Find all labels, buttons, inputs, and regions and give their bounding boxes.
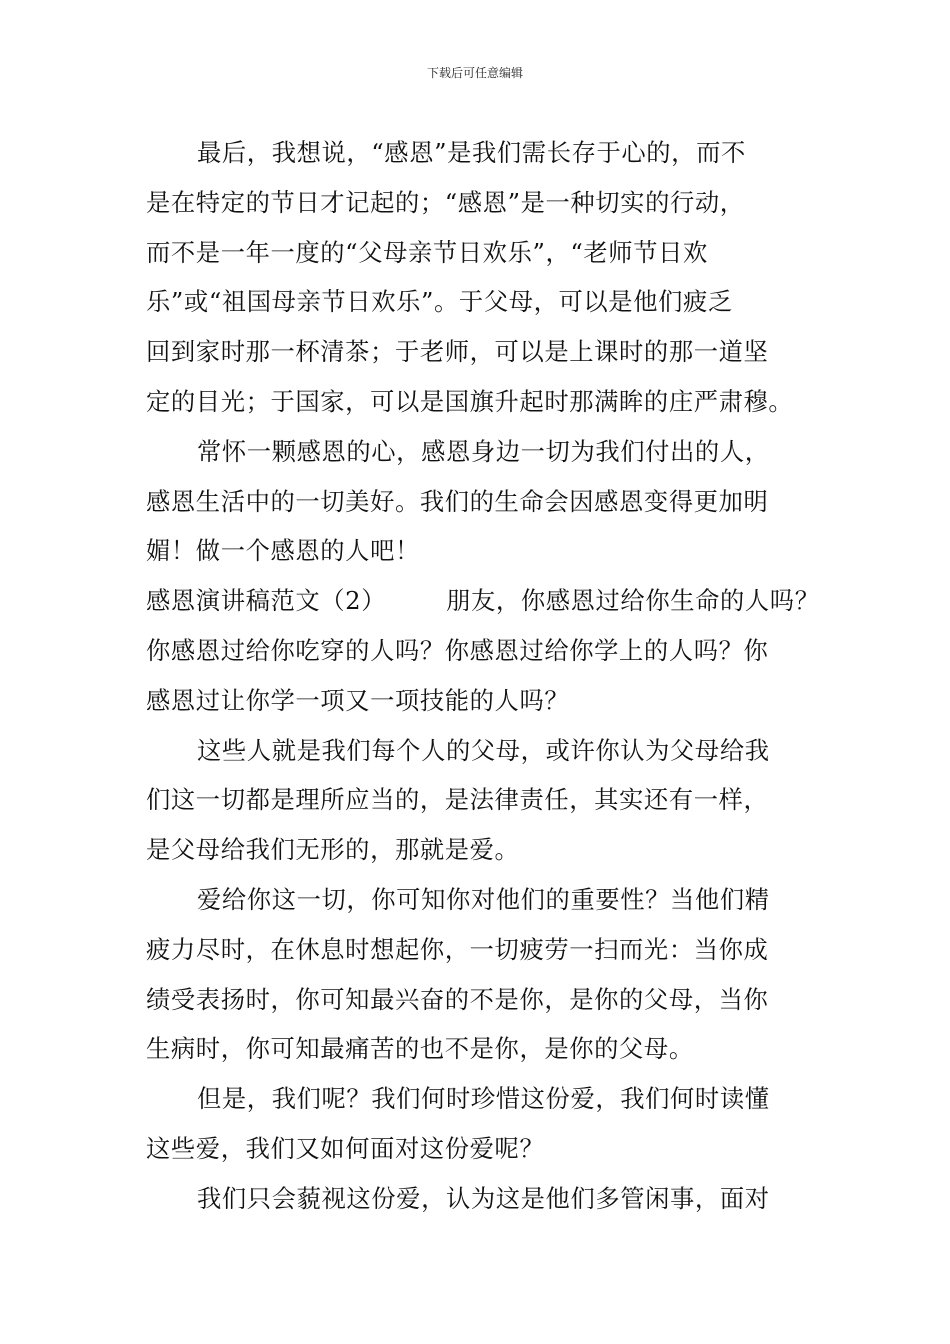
paragraph-4 [146,726,836,875]
text-line: 但是，我们呢？我们何时珍惜这份爱，我们何时读懂 [197,1084,770,1114]
text-line: 而不是一年一度的“父母亲节日欢乐”，“老师节日欢 [146,237,708,267]
section-lead-text: 朋友，你感恩过给你生命的人吗？ [446,586,820,616]
paragraph-7 [146,1174,836,1224]
text-line: 最后，我想说，“感恩”是我们需长存于心的，而不 [197,138,746,167]
text-line: 乐”或“祖国母亲节日欢乐”。于父母，可以是他们疲乏 [146,287,733,317]
text-line: 感恩生活中的一切美好。我们的生命会因感恩变得更加明 [146,486,769,516]
text-line: 定的目光；于国家，可以是国旗升起时那满眸的庄严肃穆。 [146,386,794,416]
text-line: 媚！做一个感恩的人吧！ [146,536,420,566]
text-line: 生病时，你可知最痛苦的也不是你，是你的父母。 [146,1034,694,1064]
text-line: 绩受表扬时，你可知最兴奋的不是你，是你的父母，当你 [146,984,769,1014]
paragraph-1 [146,128,836,427]
text-line: 感恩过让你学一项又一项技能的人吗？ [146,685,570,715]
text-line: 是在特定的节日才记起的；“感恩”是一种切实的行动， [146,187,745,217]
text-line: 疲力尽时，在休息时想起你，一切疲劳一扫而光：当你成 [146,934,769,964]
text-line: 这些人就是我们每个人的父母，或许你认为父母给我 [197,735,770,765]
paragraph-2 [146,427,836,576]
document-body [146,128,836,1224]
text-line: 爱给你这一切，你可知你对他们的重要性？当他们精 [197,884,770,914]
text-line: 是父母给我们无形的，那就是爱。 [146,835,520,865]
page-header: 下载后可任意编辑 [426,66,523,80]
paragraph-6 [146,1074,836,1174]
section-title: 感恩演讲稿范文（2） [146,586,387,616]
text-line: 回到家时那一杯清茶；于老师，可以是上课时的那一道坚 [146,337,769,367]
section-heading-line [146,576,836,626]
paragraph-3 [146,626,836,726]
paragraph-5 [146,875,836,1074]
text-line: 这些爱，我们又如何面对这份爱呢？ [146,1133,545,1163]
text-line: 你感恩过给你吃穿的人吗？你感恩过给你学上的人吗？你 [146,635,769,665]
text-line: 常怀一颗感恩的心，感恩身边一切为我们付出的人， [197,436,770,466]
text-line: 们这一切都是理所应当的，是法律责任，其实还有一样， [146,785,769,815]
text-line: 我们只会藐视这份爱，认为这是他们多管闲事，面对 [197,1183,770,1213]
